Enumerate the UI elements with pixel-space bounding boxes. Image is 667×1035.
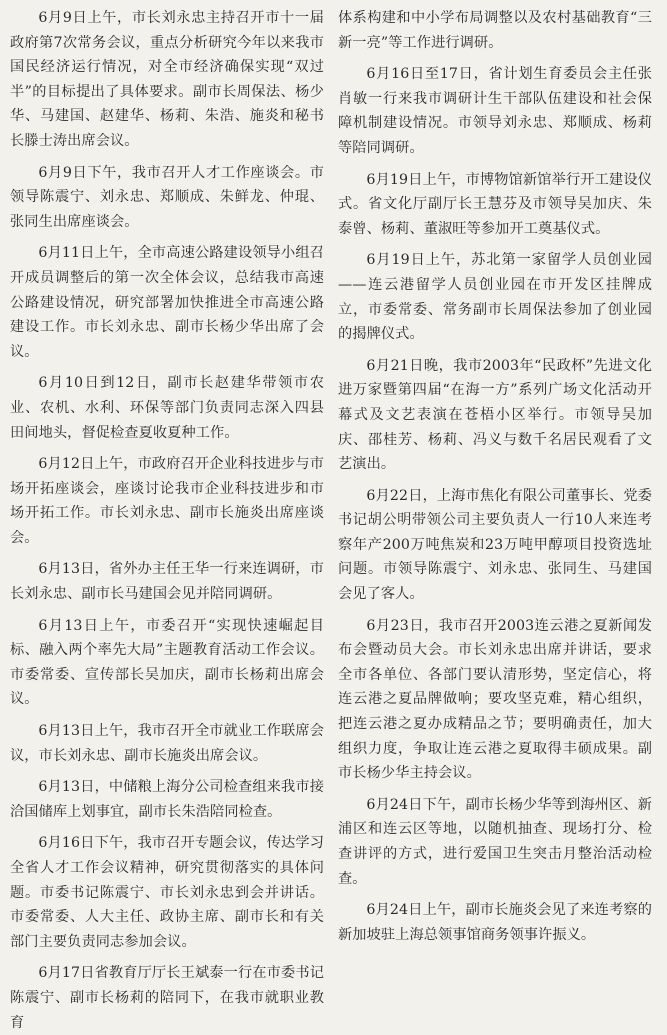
news-paragraph: 6月13日上午，我市召开全市就业工作联席会议，市长刘永忠、副市长施炎出席会议。 [10, 723, 324, 764]
news-paragraph: 6月24日上午，副市长施炎会见了来连考察的新加坡驻上海总领事馆商务领事许振义。 [338, 902, 652, 943]
news-paragraph: 6月11日上午，全市高速公路建设领导小组召开成员调整后的第一次全体会议，总结我市高速公路建设情况，研究部署加快推进全市高速公路建设工作。市长刘永忠、副市长杨少华出席了会议。 [10, 245, 324, 360]
news-paragraph: 6月17日省教育厅厅长王斌泰一行在市委书记陈震宁、副市长杨莉的陪同下，在我市就职业教育 [10, 965, 324, 1031]
news-paragraph: 6月13日，中储粮上海分公司检查组来我市接洽国储库上划事宜，副市长朱浩陪同检查。 [10, 779, 324, 820]
news-paragraph: 6月13日，省外办主任王华一行来连调研，市长刘永忠、副市长马建国会见并陪同调研。 [10, 561, 324, 603]
news-paragraph-continued: 体系构建和中小学布局调整以及农村基础教育“三新一亮”等工作进行调研。 [338, 10, 652, 51]
news-paragraph: 6月24日下午，副市长杨少华等到海州区、新浦区和连云区等地，以随机抽查、现场打分、检查讲评的方式，进行爱国卫生突击月整治活动检查。 [338, 796, 652, 887]
news-paragraph: 6月9日下午，我市召开人才工作座谈会。市领导陈震宁、刘永忠、郑顺成、朱鲜龙、仲琨、张同生出席座谈会。 [10, 164, 324, 230]
news-paragraph: 6月23日，我市召开2003连云港之夏新闻发布会暨动员大会。市长刘永忠出席并讲话，要求全市各单位、各部门要认清形势，坚定信心，将连云港之夏品牌做响；要攻坚克难，精心组织，把连云港之夏办成精品之节；要明确责任，加大组织力度，争取让连云港之夏取得丰硕成果。副市长杨少华主持会议。 [338, 617, 652, 782]
news-paragraph: 6月9日上午，市长刘永忠主持召开市十一届政府第7次常务会议，重点分析研究今年以来我市国民经济运行情况，对全市经济确保实现“双过半”的目标提出了具体要求。副市长周保法、杨少华、马建国、赵建华、杨莉、朱浩、施炎和秘书长滕士涛出席会议。 [10, 10, 324, 149]
right-column [338, 6, 652, 943]
news-paragraph: 6月19日上午，市博物馆新馆举行开工建设仪式。省文化厅副厅长王慧芬及市领导吴加庆、朱泰曾、杨莉、董淑旺等参加开工奠基仪式。 [338, 171, 652, 237]
news-paragraph: 6月21日晚，我市2003年“民政杯”先进文化进万家暨第四届“在海一方”系列广场文化活动开幕式及文艺表演在苍梧小区举行。市领导吴加庆、邵桂芳、杨莉、冯义与数千名居民观看了文艺演出。 [338, 357, 652, 473]
left-column [10, 6, 324, 1031]
news-paragraph: 6月13日上午，市委召开“实现快速崛起目标、融入两个率先大局”主题教育活动工作会议。市委常委、宣传部长吴加庆，副市长杨莉出席会议。 [10, 617, 324, 708]
news-paragraph: 6月12日上午，市政府召开企业科技进步与市场开拓座谈会，座谈讨论我市企业科技进步和市场开拓工作。市长刘永忠、副市长施炎出席座谈会。 [10, 456, 324, 546]
news-paragraph: 6月19日上午，苏北第一家留学人员创业园——连云港留学人员创业园在市开发区挂牌成立，市委常委、常务副市长周保法参加了创业园的揭牌仪式。 [338, 252, 652, 343]
news-paragraph: 6月16日至17日，省计划生育委员会主任张肖敏一行来我市调研计生干部队伍建设和社会保障机制建设情况。市领导刘永忠、郑顺成、杨莉等陪同调研。 [338, 66, 652, 156]
news-paragraph: 6月22日，上海市焦化有限公司董事长、党委书记胡公明带领公司主要负责人一行10人来连考察年产200万吨焦炭和23万吨甲醇项目投资选址问题。市领导陈震宁、刘永忠、张同生、马建国会见了客人。 [338, 487, 652, 603]
news-paragraph: 6月10日到12日，副市长赵建华带领市农业、农机、水利、环保等部门负责同志深入四县田间地头，督促检查夏收夏种工作。 [10, 375, 324, 441]
news-paragraph: 6月16日下午，我市召开专题会议，传达学习全省人才工作会议精神，研究贯彻落实的具体问题。市委书记陈震宁、市长刘永忠到会并讲话。市委常委、人大主任、政协主席、副市长和有关部门主要负责同志参加会议。 [10, 835, 324, 950]
